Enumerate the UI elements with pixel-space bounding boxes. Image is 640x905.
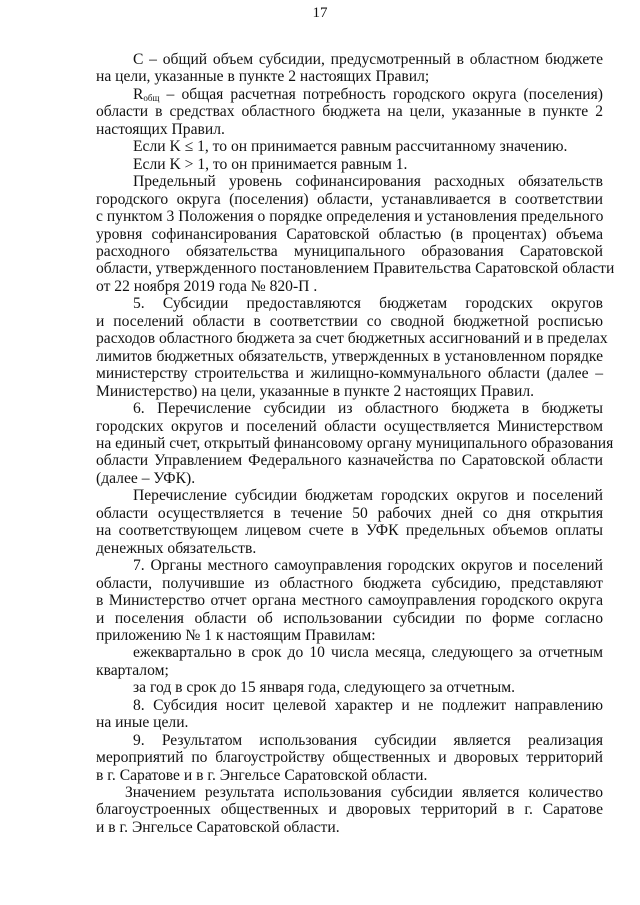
text-line: за год в срок до 15 января года, следующего за отчетным.	[133, 679, 515, 697]
text-line	[96, 86, 603, 103]
paragraph	[96, 400, 614, 487]
text-line: Министерство) на цели, указанные в пункте 2 настоящих Правил.	[96, 382, 535, 400]
paragraph	[96, 644, 603, 679]
text-line: области Управлением Федерального казначейства по Саратовской области	[96, 452, 603, 470]
text-line: расходов областного бюджета за счет бюджетных ассигнований и в пределах	[96, 330, 608, 348]
text-line: лимитов бюджетных обязательств, утвержденных в установленном порядке	[96, 347, 603, 365]
text-line: области осуществляется в течение 50 рабочих дней со дня открытия	[96, 504, 603, 522]
line-text: – общая расчетная потребность городского округа (поселения)	[159, 85, 603, 103]
text-line: в г. Саратове и в г. Энгельсе Саратовской области.	[96, 766, 428, 784]
paragraph	[96, 697, 603, 732]
text-line: денежных обязательств.	[96, 539, 257, 557]
paragraph	[96, 173, 615, 295]
paragraph	[96, 295, 608, 400]
text-line: Значением результата использования субсидии является количество	[125, 784, 603, 802]
text-line: 6. Перечисление субсидии из областного бюджета в бюджеты	[133, 400, 603, 418]
text-line: на иные цели.	[96, 714, 189, 732]
paragraph	[96, 732, 603, 784]
text-line: городского округа (поселения) области, устанавливается в соответствии	[96, 190, 603, 208]
text-line: и в г. Энгельсе Саратовской области.	[96, 818, 340, 836]
text-line: от 22 ноября 2019 года № 820-П .	[96, 277, 318, 295]
paragraph	[96, 487, 603, 557]
text-line: Перечисление субсидии бюджетам городских округов и поселений	[133, 487, 603, 505]
text-line: Если K > 1, то он принимается равным 1.	[133, 155, 408, 173]
text-line: уровня софинансирования Саратовской областью (в процентах) объема	[96, 225, 603, 243]
text-line: настоящих Правил.	[96, 120, 225, 138]
text-line: (далее – УФК).	[96, 469, 196, 487]
formula-subscript: общ	[143, 92, 160, 103]
text-line: с пунктом 3 Положения о порядке определения и установления предельного	[96, 208, 604, 226]
paragraph	[96, 138, 603, 155]
paragraph	[96, 784, 603, 836]
text-line: на цели, указанные в пункте 2 настоящих Правил;	[96, 68, 430, 86]
paragraph	[96, 156, 603, 173]
text-line: на соответствующем лицевом счете в УФК предельных объемов оплаты	[96, 522, 603, 540]
text-line: мероприятий по благоустройству общественных и дворовых территорий	[96, 749, 603, 767]
text-line: Предельный уровень софинансирования расходных обязательств	[133, 173, 603, 191]
paragraph	[96, 86, 603, 138]
text-line: расходного обязательства муниципального образования Саратовской	[96, 242, 603, 260]
text-line: ежеквартально в срок до 10 числа месяца, следующего за отчетным	[133, 644, 603, 662]
text-line: и поселения области об использовании субсидии по форме согласно	[96, 609, 603, 627]
text-line: Если K ≤ 1, то он принимается равным рассчитанному значению.	[133, 138, 568, 156]
text-line: кварталом;	[96, 661, 169, 679]
text-line: С – общий объем субсидии, предусмотренный в областном бюджете	[133, 51, 603, 68]
text-line: благоустроенных общественных и дворовых территорий в г. Саратове	[96, 801, 603, 819]
text-line: 5. Субсидии предоставляются бюджетам городских округов	[133, 295, 603, 313]
paragraph	[96, 679, 603, 696]
paragraph	[96, 51, 603, 86]
text-line: 8. Субсидия носит целевой характер и не подлежит направлению	[133, 696, 603, 714]
text-line: приложению № 1 к настоящим Правилам:	[96, 626, 376, 644]
formula-symbol: R	[133, 85, 144, 103]
text-line: области в средствах областного бюджета на цели, указанные в пункте 2	[96, 103, 603, 121]
document-body	[96, 51, 615, 836]
text-line: в Министерство отчет органа местного самоуправления городского округа	[96, 592, 603, 610]
text-line: области, утвержденного постановлением Правительства Саратовской области	[96, 260, 615, 278]
text-line: на единый счет, открытый финансовому органу муниципального образования	[96, 434, 614, 452]
text-line: и поселений области в соответствии со сводной бюджетной росписью	[96, 312, 603, 330]
paragraph	[96, 557, 603, 644]
text-line: городских округов и поселений области осуществляется Министерством	[96, 417, 603, 435]
text-line: 7. Органы местного самоуправления городских округов и поселений	[133, 557, 603, 575]
text-line: 9. Результатом использования субсидии является реализация	[133, 731, 603, 749]
text-line: министерству строительства и жилищно-коммунального области (далее –	[96, 365, 603, 383]
page-number: 17	[312, 5, 328, 21]
text-line: области, получившие из областного бюджета субсидию, представляют	[96, 574, 603, 592]
